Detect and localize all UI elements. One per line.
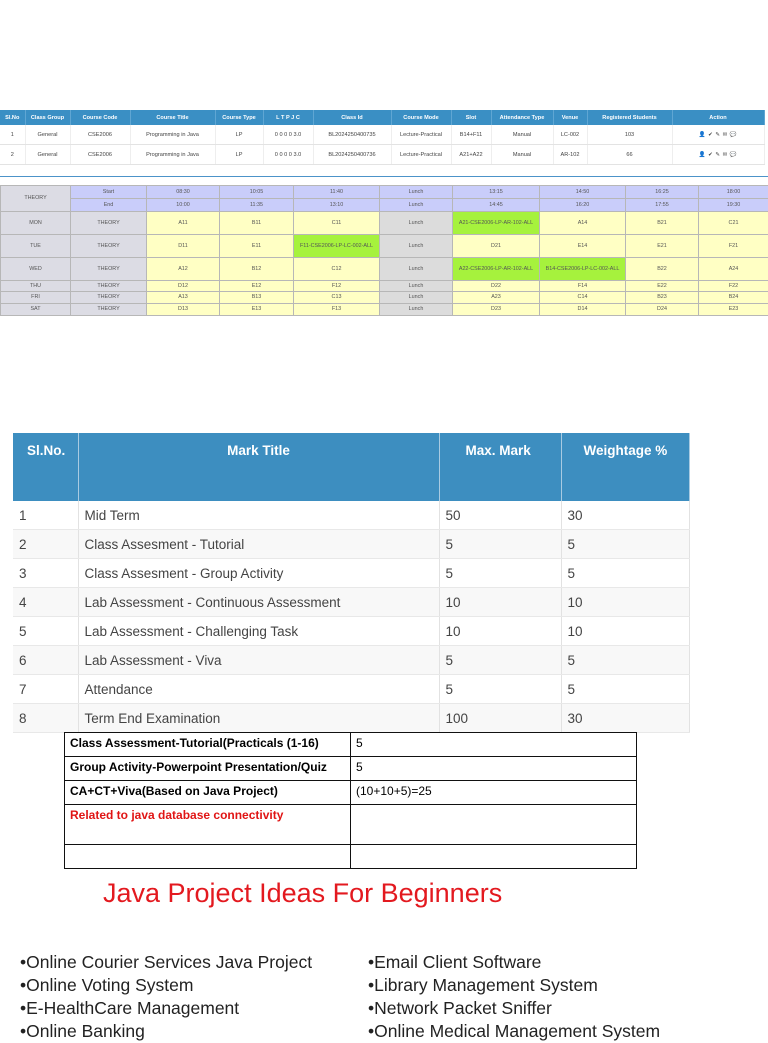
slot-cell: A11 [147, 212, 220, 235]
ideas-list-left [20, 951, 312, 1043]
table-cell: 5 [439, 646, 561, 675]
time-cell: 13:15 [453, 186, 540, 199]
list-item: •Library Management System [368, 974, 660, 997]
day-type: THEORY [71, 235, 147, 258]
list-item: •Network Packet Sniffer [368, 997, 660, 1020]
slot-cell: E14 [540, 235, 626, 258]
assessment-value [351, 845, 637, 869]
table-row [13, 530, 689, 559]
time-cell: 11:35 [220, 199, 294, 212]
slot-cell: B22 [626, 258, 699, 281]
slot-cell: E12 [220, 281, 294, 292]
table-cell: LP [215, 125, 263, 145]
table-row [65, 845, 637, 869]
list-item: •E-HealthCare Management [20, 997, 312, 1020]
table-cell: 103 [587, 125, 672, 145]
start-label: Start [71, 186, 147, 199]
table-cell: 5 [561, 646, 689, 675]
day-type: THEORY [71, 292, 147, 304]
lunch-cell: Lunch [380, 281, 453, 292]
col-header: Mark Title [78, 433, 439, 501]
table-cell: Programming in Java [130, 145, 215, 165]
timetable-day-row [1, 292, 768, 304]
slot-cell: D23 [453, 304, 540, 316]
table-cell: 2 [13, 530, 78, 559]
table-cell: 5 [439, 675, 561, 704]
table-cell: 5 [561, 559, 689, 588]
action-icons[interactable]: 👤 ✔ ✎ ✉ 💬 [672, 125, 764, 145]
timetable-end-row [1, 199, 768, 212]
table-cell: General [25, 145, 70, 165]
time-cell: 10:05 [220, 186, 294, 199]
table-cell: BL2024250400735 [313, 125, 391, 145]
table-cell: 1 [13, 501, 78, 530]
day-type: THEORY [71, 212, 147, 235]
slot-cell-booked: B14-CSE2006-LP-LC-002-ALL [540, 258, 626, 281]
table-cell: AR-102 [553, 145, 587, 165]
slot-cell: B24 [699, 292, 768, 304]
table-row [65, 805, 637, 845]
table-cell: 66 [587, 145, 672, 165]
slot-cell: C11 [294, 212, 380, 235]
slot-cell: C13 [294, 292, 380, 304]
col-header: Action [672, 110, 764, 125]
time-cell: Lunch [380, 186, 453, 199]
end-label: End [71, 199, 147, 212]
col-header: L T P J C [263, 110, 313, 125]
col-header: Max. Mark [439, 433, 561, 501]
ideas-title: Java Project Ideas For Beginners [103, 878, 502, 909]
table-row [13, 559, 689, 588]
slot-cell: B13 [220, 292, 294, 304]
table-cell: B14+F11 [451, 125, 491, 145]
time-cell: 10:00 [147, 199, 220, 212]
table-row [13, 646, 689, 675]
slot-cell: C14 [540, 292, 626, 304]
assessment-value: 5 [351, 757, 637, 781]
ideas-list-right [368, 951, 660, 1043]
table-cell: 100 [439, 704, 561, 733]
table-cell: Lab Assessment - Viva [78, 646, 439, 675]
table-row [13, 675, 689, 704]
table-cell: 30 [561, 704, 689, 733]
table-cell: CSE2006 [70, 145, 130, 165]
table-cell: 5 [13, 617, 78, 646]
slot-cell: E23 [699, 304, 768, 316]
lunch-cell: Lunch [380, 212, 453, 235]
slot-cell: F14 [540, 281, 626, 292]
lunch-cell: Lunch [380, 304, 453, 316]
table-cell: Class Assesment - Group Activity [78, 559, 439, 588]
assessment-table [64, 732, 637, 869]
slot-cell: E13 [220, 304, 294, 316]
course-table-header [0, 110, 764, 125]
timetable-day-row [1, 235, 768, 258]
slot-cell: A14 [540, 212, 626, 235]
time-cell: 16:25 [626, 186, 699, 199]
table-cell: 1 [0, 125, 25, 145]
slot-cell-booked: F11-CSE2006-LP-LC-002-ALL [294, 235, 380, 258]
day-label: FRI [1, 292, 71, 304]
slot-cell: F12 [294, 281, 380, 292]
table-cell: Programming in Java [130, 125, 215, 145]
slot-cell: C21 [699, 212, 768, 235]
slot-cell: F21 [699, 235, 768, 258]
slot-cell: D11 [147, 235, 220, 258]
table-cell: LP [215, 145, 263, 165]
col-header: Class Group [25, 110, 70, 125]
col-header: Slot [451, 110, 491, 125]
slot-cell: B12 [220, 258, 294, 281]
table-cell: Manual [491, 125, 553, 145]
table-cell: 30 [561, 501, 689, 530]
time-cell: 18:00 [699, 186, 768, 199]
table-row [13, 704, 689, 733]
list-item: •Online Voting System [20, 974, 312, 997]
day-label: MON [1, 212, 71, 235]
lunch-cell: Lunch [380, 258, 453, 281]
time-cell: 11:40 [294, 186, 380, 199]
slot-cell: E11 [220, 235, 294, 258]
table-cell: 50 [439, 501, 561, 530]
divider [0, 176, 768, 177]
day-label: TUE [1, 235, 71, 258]
table-cell: Mid Term [78, 501, 439, 530]
col-header: Course Code [70, 110, 130, 125]
table-cell: 5 [439, 559, 561, 588]
lunch-cell: Lunch [380, 235, 453, 258]
timetable-day-row [1, 258, 768, 281]
slot-cell: B11 [220, 212, 294, 235]
table-cell: 10 [561, 617, 689, 646]
timetable-day-row [1, 212, 768, 235]
table-cell: Manual [491, 145, 553, 165]
table-cell: 2 [0, 145, 25, 165]
table-cell: Lecture-Practical [391, 145, 451, 165]
time-cell: 14:50 [540, 186, 626, 199]
table-row [0, 125, 764, 145]
table-cell: CSE2006 [70, 125, 130, 145]
table-cell: 5 [561, 675, 689, 704]
slot-cell: D21 [453, 235, 540, 258]
assessment-label: CA+CT+Viva(Based on Java Project) [65, 781, 351, 805]
table-cell: 10 [439, 617, 561, 646]
mark-table-header [13, 433, 689, 501]
col-header: Registered Students [587, 110, 672, 125]
table-cell: 0 0 0 0 3.0 [263, 145, 313, 165]
slot-cell-booked: A21-CSE2006-LP-AR-102-ALL [453, 212, 540, 235]
day-label: THU [1, 281, 71, 292]
col-header: Weightage % [561, 433, 689, 501]
day-type: THEORY [71, 258, 147, 281]
table-cell: 5 [561, 530, 689, 559]
table-cell: Lab Assessment - Continuous Assessment [78, 588, 439, 617]
time-cell: 16:20 [540, 199, 626, 212]
course-table [0, 110, 765, 165]
time-cell: 13:10 [294, 199, 380, 212]
assessment-label: Class Assessment-Tutorial(Practicals (1-16) [65, 733, 351, 757]
slot-cell: D22 [453, 281, 540, 292]
table-cell: 7 [13, 675, 78, 704]
table-cell: 4 [13, 588, 78, 617]
list-item: •Online Banking [20, 1020, 312, 1043]
list-item: •Online Medical Management System [368, 1020, 660, 1043]
table-cell: 10 [439, 588, 561, 617]
col-header: Class Id [313, 110, 391, 125]
table-cell: General [25, 125, 70, 145]
day-label: WED [1, 258, 71, 281]
table-cell: BL2024250400736 [313, 145, 391, 165]
table-cell: 10 [561, 588, 689, 617]
table-cell: 0 0 0 0 3.0 [263, 125, 313, 145]
table-row [65, 733, 637, 757]
table-cell: 6 [13, 646, 78, 675]
theory-label: THEORY [1, 186, 71, 212]
slot-cell: B23 [626, 292, 699, 304]
slot-cell: C12 [294, 258, 380, 281]
table-row [65, 781, 637, 805]
table-cell: Class Assesment - Tutorial [78, 530, 439, 559]
slot-cell: A12 [147, 258, 220, 281]
table-cell: 8 [13, 704, 78, 733]
day-type: THEORY [71, 281, 147, 292]
action-icons[interactable]: 👤 ✔ ✎ ✉ 💬 [672, 145, 764, 165]
table-cell: 5 [439, 530, 561, 559]
slot-cell: B21 [626, 212, 699, 235]
table-row [13, 617, 689, 646]
table-cell: Lab Assessment - Challenging Task [78, 617, 439, 646]
day-label: SAT [1, 304, 71, 316]
table-row [0, 145, 764, 165]
col-header: Course Type [215, 110, 263, 125]
time-cell: 19:30 [699, 199, 768, 212]
col-header: Sl.No. [13, 433, 78, 501]
slot-cell: E22 [626, 281, 699, 292]
slot-cell: A23 [453, 292, 540, 304]
table-cell: Term End Examination [78, 704, 439, 733]
assessment-label [65, 845, 351, 869]
table-cell: 3 [13, 559, 78, 588]
slot-cell: A24 [699, 258, 768, 281]
assessment-note: Related to java database connectivity [65, 805, 351, 845]
slot-cell: E21 [626, 235, 699, 258]
col-header: Sl.No [0, 110, 25, 125]
time-cell: 17:55 [626, 199, 699, 212]
time-cell: Lunch [380, 199, 453, 212]
slot-cell: A13 [147, 292, 220, 304]
col-header: Course Title [130, 110, 215, 125]
table-cell: LC-002 [553, 125, 587, 145]
slot-cell: D13 [147, 304, 220, 316]
slot-cell: D14 [540, 304, 626, 316]
col-header: Venue [553, 110, 587, 125]
lunch-cell: Lunch [380, 292, 453, 304]
assessment-label: Group Activity-Powerpoint Presentation/Quiz [65, 757, 351, 781]
day-type: THEORY [71, 304, 147, 316]
table-row [13, 501, 689, 530]
timetable [0, 185, 768, 316]
slot-cell: D12 [147, 281, 220, 292]
timetable-day-row [1, 281, 768, 292]
timetable-day-row [1, 304, 768, 316]
mark-table [13, 433, 690, 733]
table-cell: Attendance [78, 675, 439, 704]
slot-cell: F22 [699, 281, 768, 292]
col-header: Attendance Type [491, 110, 553, 125]
assessment-value: (10+10+5)=25 [351, 781, 637, 805]
table-cell: A21+A22 [451, 145, 491, 165]
time-cell: 14:45 [453, 199, 540, 212]
table-row [65, 757, 637, 781]
table-row [13, 588, 689, 617]
slot-cell-booked: A22-CSE2006-LP-AR-102-ALL [453, 258, 540, 281]
slot-cell: F13 [294, 304, 380, 316]
table-cell: Lecture-Practical [391, 125, 451, 145]
list-item: •Email Client Software [368, 951, 660, 974]
time-cell: 08:30 [147, 186, 220, 199]
slot-cell: D24 [626, 304, 699, 316]
list-item: •Online Courier Services Java Project [20, 951, 312, 974]
assessment-value [351, 805, 637, 845]
timetable-start-row [1, 186, 768, 199]
assessment-value: 5 [351, 733, 637, 757]
col-header: Course Mode [391, 110, 451, 125]
